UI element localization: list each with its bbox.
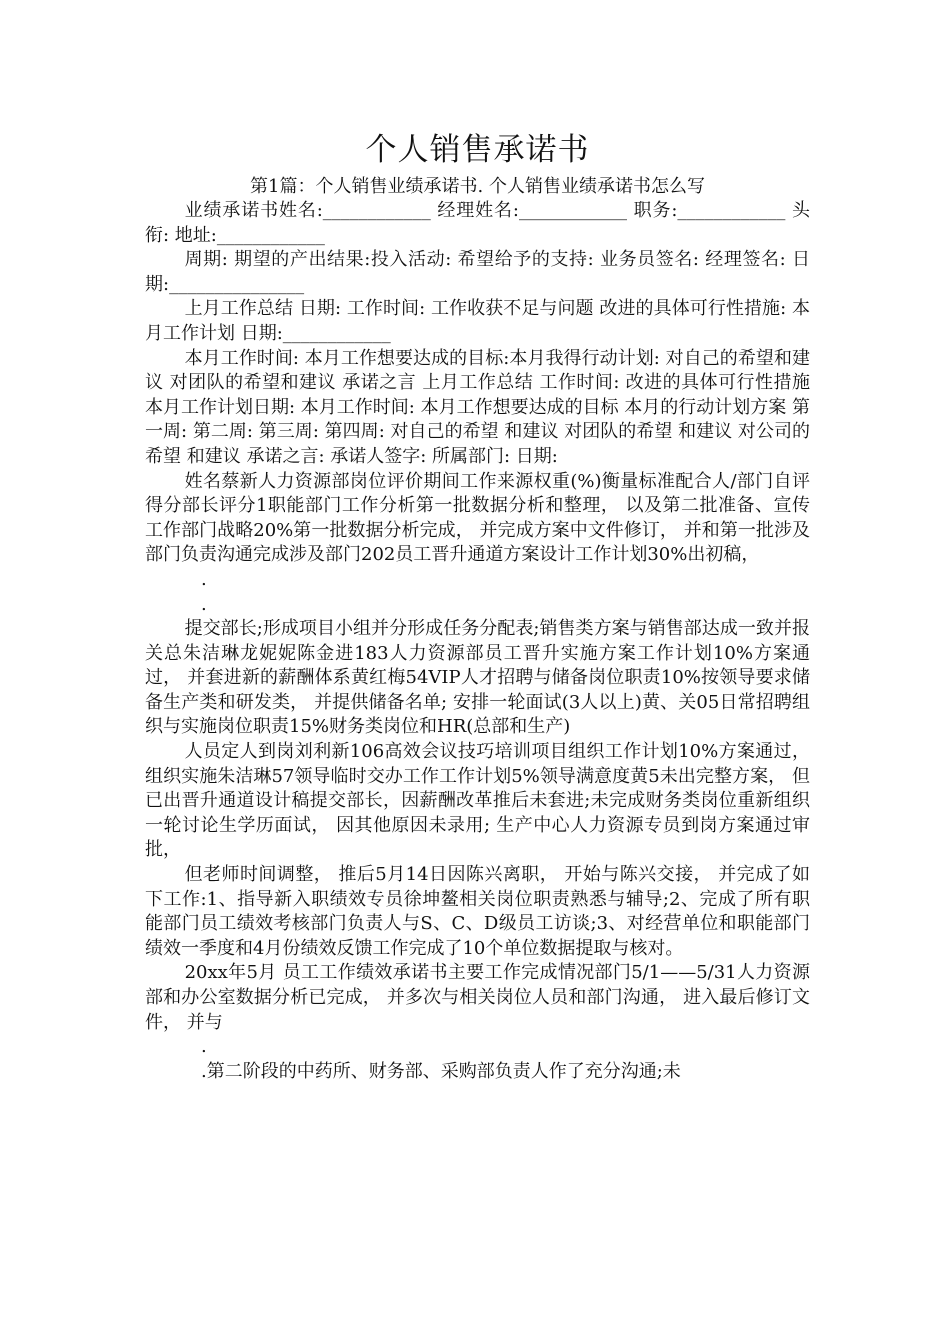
paragraph-may-summary: 20xx年5月 员工工作绩效承诺书主要工作完成情况部门5/1——5/31人力资源部和办公室数据分析已完成， 并多次与相关岗位人员和部门沟通， 进入最后修订文件， 并与 — [145, 962, 810, 1033]
paragraph-last-month: 上月工作总结 日期: 工作时间: 工作收获不足与问题 改进的具体可行性措施: 本月工作计划 日期:____________ — [145, 298, 810, 344]
paragraph-second-stage: .第二阶段的中药所、财务部、采购部负责人作了充分沟通;未 — [201, 1060, 681, 1082]
dot-marker: . — [201, 593, 207, 615]
dot-marker: . — [201, 568, 207, 590]
paragraph-hr-name: 姓名蔡新人力资源部岗位评价期间工作来源权重(%)衡量标准配合人/部门自评得分部长评分1职能部门工作分析第一批数据分析和整理， 以及第二批准备、宣传工作部门战略20%第一批数据分析完成， 并完成方案中文件修订， 并和第一批涉及部门负责沟通完成涉及部门202员工晋升通道方案设计工作计划30%出初稿， — [145, 470, 810, 566]
paragraph-this-month: 本月工作时间: 本月工作想要达成的目标:本月我得行动计划: 对自己的希望和建议 对团队的希望和建议 承诺之言 上月工作总结 工作时间: 改进的具体可行性措施 本月工作计划日期: 本月工作时间: 本月工作想要达成的目标 本月的行动计划方案 第一周: 第二周: 第三周: 第四周: 对自己的希望 和建议 对团队的希望 和建议 对公司的希望 和建议 承诺之言: 承诺人签字: 所属部门: 日期: — [145, 347, 811, 467]
paragraph-submit: 提交部长;形成项目小组并分形成任务分配表;销售类方案与销售部达成一致并报关总朱洁琳龙妮妮陈金进183人力资源部员工晋升实施方案工作计划10%方案通过， 并套进新的薪酬体系黄红梅54VIP人才招聘与储备岗位职责10%按领导要求储备生产类和研发类， 并提供储备名单; 安排一轮面试(3人以上)黄、关05日常招聘组织与实施岗位职责15%财务类岗位和HR(总部和生产) — [145, 618, 810, 738]
document-title: 个人销售承诺书 — [365, 132, 590, 168]
paragraph-form-header: 业绩承诺书姓名:____________ 经理姓名:____________ 职务:____________ 头衔: 地址:____________ — [145, 200, 810, 246]
paragraph-staffing: 人员定人到岗刘利新106高效会议技巧培训项目组织工作计划10%方案通过， 组织实施朱洁琳57领导临时交办工作工作计划5%领导满意度黄5未出完整方案， 但已出晋升通道设计稿提交部长，因薪酬改革推后未套进;未完成财务类岗位重新组织一轮讨论生学历面试， 因其他原因未录用; 生产中心人力资源专员到岗方案通过审批， — [145, 741, 810, 861]
dot-marker: . — [201, 1036, 207, 1058]
document-page — [145, 128, 810, 1084]
document-subtitle: 第1篇：个人销售业绩承诺书. 个人销售业绩承诺书怎么写 — [250, 176, 705, 197]
paragraph-period: 周期: 期望的产出结果:投入活动: 希望给予的支持: 业务员签名: 经理签名: 日期:_______________ — [145, 249, 810, 295]
paragraph-handover: 但老师时间调整， 推后5月14日因陈兴离职， 开始与陈兴交接， 并完成了如下工作:1、指导新入职绩效专员徐坤鳌相关岗位职责熟悉与辅导;2、完成了所有职能部门员工绩效考核部门负责人与S、C、D级员工访谈;3、对经营单位和职能部门绩效一季度和4月份绩效反馈工作完成了10个单位数据提取与核对。 — [145, 864, 810, 959]
